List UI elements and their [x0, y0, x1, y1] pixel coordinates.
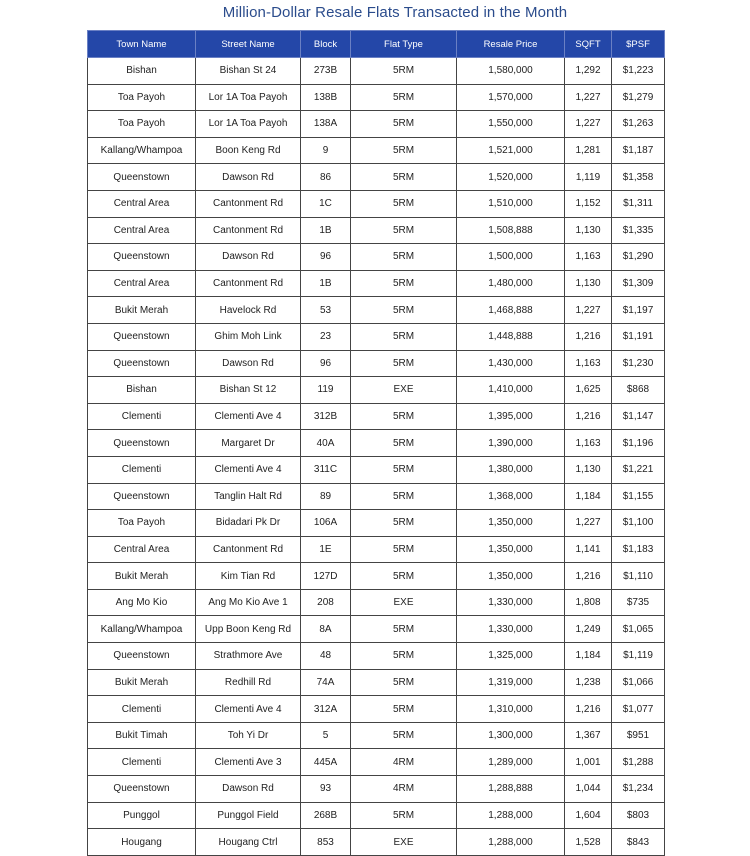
town-name-cell: Bishan	[88, 58, 196, 85]
resale-price-cell: 1,410,000	[457, 377, 565, 404]
town-name-cell: Bukit Merah	[88, 563, 196, 590]
street-name-cell: Kim Tian Rd	[196, 563, 301, 590]
sqft-cell: 1,227	[565, 84, 612, 111]
table-row	[88, 510, 665, 537]
resale-price-cell: 1,310,000	[457, 696, 565, 723]
sqft-cell: 1,119	[565, 164, 612, 191]
block-cell: 268B	[301, 802, 351, 829]
town-name-cell: Ang Mo Kio	[88, 589, 196, 616]
psf-cell: $843	[612, 829, 665, 856]
street-name-cell: Lor 1A Toa Payoh	[196, 84, 301, 111]
table-row	[88, 403, 665, 430]
column-header-sqft: SQFT	[565, 31, 612, 58]
resale-price-cell: 1,508,888	[457, 217, 565, 244]
psf-cell: $1,119	[612, 643, 665, 670]
block-cell: 53	[301, 297, 351, 324]
psf-cell: $1,065	[612, 616, 665, 643]
table-row	[88, 643, 665, 670]
block-cell: 93	[301, 776, 351, 803]
table-row	[88, 616, 665, 643]
street-name-cell: Upp Boon Keng Rd	[196, 616, 301, 643]
town-name-cell: Bukit Timah	[88, 722, 196, 749]
flat-type-cell: 5RM	[351, 111, 457, 138]
sqft-cell: 1,163	[565, 244, 612, 271]
psf-cell: $1,077	[612, 696, 665, 723]
street-name-cell: Hougang Ctrl	[196, 829, 301, 856]
resale-price-cell: 1,350,000	[457, 536, 565, 563]
town-name-cell: Queenstown	[88, 164, 196, 191]
block-cell: 74A	[301, 669, 351, 696]
town-name-cell: Bishan	[88, 377, 196, 404]
psf-cell: $1,110	[612, 563, 665, 590]
town-name-cell: Clementi	[88, 749, 196, 776]
table-row	[88, 111, 665, 138]
sqft-cell: 1,367	[565, 722, 612, 749]
town-name-cell: Clementi	[88, 696, 196, 723]
table-container	[87, 30, 664, 856]
table-body	[88, 58, 665, 856]
block-cell: 86	[301, 164, 351, 191]
resale-price-cell: 1,510,000	[457, 190, 565, 217]
town-name-cell: Queenstown	[88, 776, 196, 803]
flat-type-cell: 5RM	[351, 164, 457, 191]
sqft-cell: 1,238	[565, 669, 612, 696]
table-row	[88, 536, 665, 563]
psf-cell: $1,288	[612, 749, 665, 776]
block-cell: 311C	[301, 456, 351, 483]
resale-price-cell: 1,288,000	[457, 829, 565, 856]
flat-type-cell: 5RM	[351, 643, 457, 670]
resale-price-cell: 1,395,000	[457, 403, 565, 430]
block-cell: 1B	[301, 217, 351, 244]
table-row	[88, 696, 665, 723]
resale-price-cell: 1,390,000	[457, 430, 565, 457]
block-cell: 1B	[301, 270, 351, 297]
resale-flats-table	[87, 30, 665, 856]
sqft-cell: 1,130	[565, 270, 612, 297]
resale-price-cell: 1,468,888	[457, 297, 565, 324]
table-row	[88, 270, 665, 297]
sqft-cell: 1,625	[565, 377, 612, 404]
town-name-cell: Queenstown	[88, 643, 196, 670]
street-name-cell: Margaret Dr	[196, 430, 301, 457]
flat-type-cell: 5RM	[351, 84, 457, 111]
table-row	[88, 58, 665, 85]
table-row	[88, 377, 665, 404]
town-name-cell: Hougang	[88, 829, 196, 856]
sqft-cell: 1,044	[565, 776, 612, 803]
flat-type-cell: 5RM	[351, 536, 457, 563]
psf-cell: $1,335	[612, 217, 665, 244]
flat-type-cell: 5RM	[351, 563, 457, 590]
flat-type-cell: 5RM	[351, 722, 457, 749]
street-name-cell: Cantonment Rd	[196, 217, 301, 244]
psf-cell: $1,221	[612, 456, 665, 483]
block-cell: 208	[301, 589, 351, 616]
resale-price-cell: 1,521,000	[457, 137, 565, 164]
psf-cell: $1,309	[612, 270, 665, 297]
flat-type-cell: 5RM	[351, 270, 457, 297]
sqft-cell: 1,216	[565, 696, 612, 723]
table-row	[88, 137, 665, 164]
resale-price-cell: 1,570,000	[457, 84, 565, 111]
column-header-town-name: Town Name	[88, 31, 196, 58]
street-name-cell: Dawson Rd	[196, 244, 301, 271]
town-name-cell: Queenstown	[88, 430, 196, 457]
flat-type-cell: 4RM	[351, 749, 457, 776]
table-row	[88, 829, 665, 856]
psf-cell: $1,311	[612, 190, 665, 217]
flat-type-cell: EXE	[351, 377, 457, 404]
street-name-cell: Clementi Ave 3	[196, 749, 301, 776]
sqft-cell: 1,227	[565, 297, 612, 324]
sqft-cell: 1,292	[565, 58, 612, 85]
block-cell: 9	[301, 137, 351, 164]
sqft-cell: 1,184	[565, 643, 612, 670]
flat-type-cell: 5RM	[351, 350, 457, 377]
street-name-cell: Cantonment Rd	[196, 536, 301, 563]
sqft-cell: 1,163	[565, 350, 612, 377]
sqft-cell: 1,604	[565, 802, 612, 829]
sqft-cell: 1,163	[565, 430, 612, 457]
block-cell: 23	[301, 323, 351, 350]
flat-type-cell: 5RM	[351, 403, 457, 430]
block-cell: 48	[301, 643, 351, 670]
flat-type-cell: 5RM	[351, 430, 457, 457]
resale-price-cell: 1,550,000	[457, 111, 565, 138]
flat-type-cell: 4RM	[351, 776, 457, 803]
street-name-cell: Havelock Rd	[196, 297, 301, 324]
column-header-flat-type: Flat Type	[351, 31, 457, 58]
sqft-cell: 1,227	[565, 111, 612, 138]
street-name-cell: Strathmore Ave	[196, 643, 301, 670]
table-row	[88, 563, 665, 590]
town-name-cell: Toa Payoh	[88, 84, 196, 111]
block-cell: 853	[301, 829, 351, 856]
town-name-cell: Central Area	[88, 270, 196, 297]
table-row	[88, 483, 665, 510]
block-cell: 445A	[301, 749, 351, 776]
block-cell: 96	[301, 350, 351, 377]
street-name-cell: Redhill Rd	[196, 669, 301, 696]
sqft-cell: 1,130	[565, 456, 612, 483]
street-name-cell: Cantonment Rd	[196, 270, 301, 297]
block-cell: 106A	[301, 510, 351, 537]
street-name-cell: Dawson Rd	[196, 776, 301, 803]
resale-price-cell: 1,480,000	[457, 270, 565, 297]
street-name-cell: Tanglin Halt Rd	[196, 483, 301, 510]
flat-type-cell: 5RM	[351, 190, 457, 217]
psf-cell: $1,066	[612, 669, 665, 696]
flat-type-cell: 5RM	[351, 217, 457, 244]
street-name-cell: Bishan St 24	[196, 58, 301, 85]
resale-price-cell: 1,325,000	[457, 643, 565, 670]
psf-cell: $1,263	[612, 111, 665, 138]
resale-price-cell: 1,300,000	[457, 722, 565, 749]
sqft-cell: 1,249	[565, 616, 612, 643]
sqft-cell: 1,227	[565, 510, 612, 537]
flat-type-cell: 5RM	[351, 297, 457, 324]
column-header-resale-price: Resale Price	[457, 31, 565, 58]
psf-cell: $1,358	[612, 164, 665, 191]
flat-type-cell: 5RM	[351, 244, 457, 271]
town-name-cell: Queenstown	[88, 483, 196, 510]
table-row	[88, 297, 665, 324]
psf-cell: $803	[612, 802, 665, 829]
block-cell: 89	[301, 483, 351, 510]
table-row	[88, 84, 665, 111]
town-name-cell: Central Area	[88, 217, 196, 244]
street-name-cell: Toh Yi Dr	[196, 722, 301, 749]
table-row	[88, 456, 665, 483]
town-name-cell: Queenstown	[88, 244, 196, 271]
street-name-cell: Lor 1A Toa Payoh	[196, 111, 301, 138]
block-cell: 273B	[301, 58, 351, 85]
block-cell: 1E	[301, 536, 351, 563]
column-header-block: Block	[301, 31, 351, 58]
resale-price-cell: 1,380,000	[457, 456, 565, 483]
town-name-cell: Queenstown	[88, 350, 196, 377]
psf-cell: $1,196	[612, 430, 665, 457]
street-name-cell: Boon Keng Rd	[196, 137, 301, 164]
resale-price-cell: 1,288,000	[457, 802, 565, 829]
resale-price-cell: 1,288,888	[457, 776, 565, 803]
block-cell: 138B	[301, 84, 351, 111]
table-row	[88, 722, 665, 749]
town-name-cell: Queenstown	[88, 323, 196, 350]
town-name-cell: Central Area	[88, 536, 196, 563]
flat-type-cell: 5RM	[351, 616, 457, 643]
street-name-cell: Clementi Ave 4	[196, 696, 301, 723]
town-name-cell: Clementi	[88, 403, 196, 430]
flat-type-cell: 5RM	[351, 669, 457, 696]
block-cell: 96	[301, 244, 351, 271]
table-header-row	[88, 31, 665, 58]
resale-price-cell: 1,330,000	[457, 589, 565, 616]
resale-price-cell: 1,319,000	[457, 669, 565, 696]
flat-type-cell: EXE	[351, 589, 457, 616]
psf-cell: $735	[612, 589, 665, 616]
sqft-cell: 1,216	[565, 323, 612, 350]
town-name-cell: Kallang/Whampoa	[88, 137, 196, 164]
street-name-cell: Ghim Moh Link	[196, 323, 301, 350]
column-header-psf: $PSF	[612, 31, 665, 58]
resale-price-cell: 1,330,000	[457, 616, 565, 643]
table-row	[88, 217, 665, 244]
block-cell: 312A	[301, 696, 351, 723]
street-name-cell: Punggol Field	[196, 802, 301, 829]
sqft-cell: 1,216	[565, 403, 612, 430]
column-header-street-name: Street Name	[196, 31, 301, 58]
psf-cell: $868	[612, 377, 665, 404]
flat-type-cell: 5RM	[351, 483, 457, 510]
psf-cell: $1,230	[612, 350, 665, 377]
psf-cell: $1,183	[612, 536, 665, 563]
street-name-cell: Bidadari Pk Dr	[196, 510, 301, 537]
street-name-cell: Ang Mo Kio Ave 1	[196, 589, 301, 616]
psf-cell: $1,147	[612, 403, 665, 430]
block-cell: 127D	[301, 563, 351, 590]
flat-type-cell: 5RM	[351, 456, 457, 483]
table-row	[88, 669, 665, 696]
block-cell: 1C	[301, 190, 351, 217]
psf-cell: $1,187	[612, 137, 665, 164]
street-name-cell: Cantonment Rd	[196, 190, 301, 217]
table-row	[88, 323, 665, 350]
town-name-cell: Bukit Merah	[88, 669, 196, 696]
psf-cell: $951	[612, 722, 665, 749]
sqft-cell: 1,281	[565, 137, 612, 164]
town-name-cell: Punggol	[88, 802, 196, 829]
psf-cell: $1,290	[612, 244, 665, 271]
psf-cell: $1,100	[612, 510, 665, 537]
sqft-cell: 1,001	[565, 749, 612, 776]
sqft-cell: 1,152	[565, 190, 612, 217]
block-cell: 119	[301, 377, 351, 404]
flat-type-cell: 5RM	[351, 802, 457, 829]
street-name-cell: Dawson Rd	[196, 350, 301, 377]
psf-cell: $1,234	[612, 776, 665, 803]
block-cell: 40A	[301, 430, 351, 457]
table-row	[88, 430, 665, 457]
psf-cell: $1,223	[612, 58, 665, 85]
table-row	[88, 776, 665, 803]
table-row	[88, 749, 665, 776]
table-row	[88, 190, 665, 217]
sqft-cell: 1,216	[565, 563, 612, 590]
flat-type-cell: 5RM	[351, 58, 457, 85]
sqft-cell: 1,808	[565, 589, 612, 616]
town-name-cell: Toa Payoh	[88, 510, 196, 537]
flat-type-cell: 5RM	[351, 137, 457, 164]
town-name-cell: Bukit Merah	[88, 297, 196, 324]
sqft-cell: 1,184	[565, 483, 612, 510]
street-name-cell: Dawson Rd	[196, 164, 301, 191]
block-cell: 312B	[301, 403, 351, 430]
resale-price-cell: 1,430,000	[457, 350, 565, 377]
table-row	[88, 802, 665, 829]
page-title: Million-Dollar Resale Flats Transacted in the Month	[222, 4, 568, 21]
town-name-cell: Central Area	[88, 190, 196, 217]
resale-price-cell: 1,350,000	[457, 510, 565, 537]
flat-type-cell: 5RM	[351, 510, 457, 537]
resale-price-cell: 1,448,888	[457, 323, 565, 350]
flat-type-cell: EXE	[351, 829, 457, 856]
psf-cell: $1,191	[612, 323, 665, 350]
table-row	[88, 164, 665, 191]
sqft-cell: 1,130	[565, 217, 612, 244]
block-cell: 5	[301, 722, 351, 749]
street-name-cell: Clementi Ave 4	[196, 403, 301, 430]
street-name-cell: Clementi Ave 4	[196, 456, 301, 483]
town-name-cell: Clementi	[88, 456, 196, 483]
flat-type-cell: 5RM	[351, 323, 457, 350]
table-row	[88, 589, 665, 616]
psf-cell: $1,279	[612, 84, 665, 111]
resale-price-cell: 1,500,000	[457, 244, 565, 271]
resale-price-cell: 1,520,000	[457, 164, 565, 191]
psf-cell: $1,197	[612, 297, 665, 324]
table-row	[88, 350, 665, 377]
resale-price-cell: 1,368,000	[457, 483, 565, 510]
street-name-cell: Bishan St 12	[196, 377, 301, 404]
block-cell: 8A	[301, 616, 351, 643]
town-name-cell: Toa Payoh	[88, 111, 196, 138]
psf-cell: $1,155	[612, 483, 665, 510]
sqft-cell: 1,528	[565, 829, 612, 856]
resale-price-cell: 1,289,000	[457, 749, 565, 776]
resale-price-cell: 1,580,000	[457, 58, 565, 85]
table-row	[88, 244, 665, 271]
sqft-cell: 1,141	[565, 536, 612, 563]
town-name-cell: Kallang/Whampoa	[88, 616, 196, 643]
flat-type-cell: 5RM	[351, 696, 457, 723]
resale-price-cell: 1,350,000	[457, 563, 565, 590]
block-cell: 138A	[301, 111, 351, 138]
